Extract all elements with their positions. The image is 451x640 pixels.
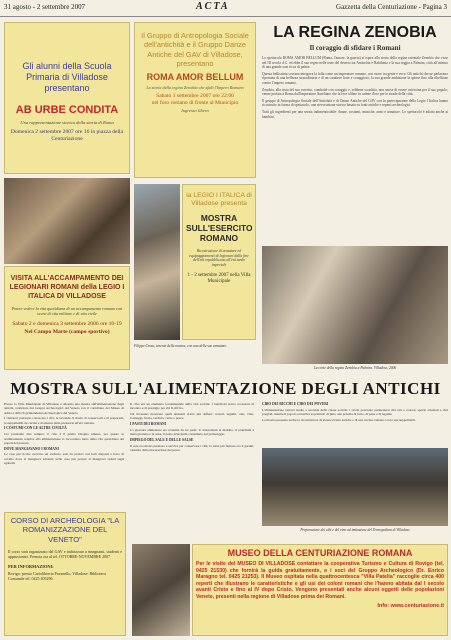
- alunni-subtitle: Una rappresentazione storica della storia di Roma: [20, 120, 114, 125]
- corso-headline: CORSO DI ARCHEOLOGIA "LA ROMANIZZAZIONE DEL VENETO": [10, 516, 120, 544]
- alunni-box: [4, 22, 130, 174]
- zenobia-paragraph: Questa bellissima sovrana intrigava la folla come un imperatore romano, con cuore tra gente e voce. Gli antichi che ne parlavano riportano di una bellezza straordinaria e di un carattere forte e coraggioso; la sua grande ambizione la spinse fino alla ribellione contro l'impero romano.: [262, 71, 448, 85]
- accampamento-headline: VISITA ALL'ACCAMPAMENTO DEI LEGIONARI ROMANI della LEGIO I ITALICA DI VILLADOSE: [9, 275, 125, 300]
- zenobia-headline: LA REGINA ZENOBIA: [273, 24, 437, 41]
- alunni-details: Domenica 2 settembre 2007 ore 16 in piazza della Centuriazione: [10, 129, 124, 142]
- zenobia-paragraph: Tutti gli ingredienti per una serata indimenticabile: danze, costumi, musiche, armi e armature. Lo spettacolo è adatto anche ai bambini.: [262, 109, 448, 119]
- corso-info-label: PER INFORMAZIONI:: [8, 564, 54, 570]
- museo-headline: MUSEO DELLA CENTURIAZIONE ROMANA: [227, 548, 413, 558]
- corso-box: [4, 512, 126, 636]
- header-date: 31 agosto - 2 settembre 2007: [4, 3, 86, 11]
- article-paragraph: Ciò possiamo dire sempre: il cibo è il primo bisogno umano, per questo le testimonianze relative alla alimentazione ci raccontano tanto della vita quotidiana dei popoli del passato.: [4, 432, 124, 445]
- header-publication: Gazzetta della Centuriazione - Pagina 3: [336, 3, 447, 11]
- gruppo-box: [134, 22, 256, 178]
- zenobia-subtitle: Il coraggio di sfidare i Romani: [309, 44, 401, 52]
- gruppo-title: Il Gruppo di Antropologia Sociale dell'antichità e il Gruppo Danze Antiche del GAV di Villadose, presentano: [141, 31, 249, 69]
- accampamento-desc: Potete vedere la vita quotidiana di un accampamento romano con scene di vita militare e di vita civile: [11, 306, 123, 316]
- gruppo-subtitle: La storia della regina Zenobia che sfidò l'Impero Romano: [146, 84, 244, 90]
- legio-desc: Ricostruzione di armature ed equipaggiamenti di legionari dalla fine dell'età repubblicana all'età tardo imperiale: [189, 248, 249, 268]
- accampamento-dates: Sabato 2 e domenica 3 settembre 2006 ore 10-19: [12, 321, 122, 327]
- preparation-photo: [262, 448, 448, 526]
- legio-dates: 1 - 2 settembre 2007 nella Villa Municipale: [187, 273, 251, 284]
- article-paragraph: La giornata alimentare era scandita da tre pasti: lo ientaculum al mattino, il prandium a metà giornata e la cena, il pasto principale consumato nel pomeriggio.: [130, 427, 254, 437]
- preparation-caption: Preparazione dei cibi e del vino ad imitazione del Termopolium di Villadose: [300, 528, 410, 532]
- museo-body: Per le visite del MUSEO DI VILLADOSE contattare la cooperativa Turismo e Cultura di Rovigo (tel. 0425 21530) che fornirà la guida gratuitamente, o i soci del Gruppo Archeologico (Dr. Enrico Maragno tel. 0425 21253). Il Museo ospitata nella quattrocentesca "Villa Patella" raccoglie circa 400 reperti che illustrano le caratteristiche e gli usi dei coloni romani che l'hanno abitata dal I secolo avanti Cristo e fino al IV dopo Cristo. Vengono presentati anche alcuni oggetti delle popolazioni Venete, presenti nella regione di Villadose prima dei Romani.: [196, 561, 444, 600]
- alunni-title: Gli alunni della Scuola Primaria di Villadose presentano: [22, 61, 112, 93]
- zenobia-paragraph: Zenobia, alla testa del suo esercito, combattè con coraggio e, sebbene sconfitta, non smise di essere un'eroina per il suo popolo; venne portata a Roma dall'imperatore Aureliano che la fece sfilare in catene d'oro per le strade della città.: [262, 87, 448, 97]
- zenobia-paragraph: Lo spettacolo ROMA AMOR BELLUM (Roma, l'amore, la guerra) si ispira alla storia della regina orientale Zenobia che visse nel III secolo d.C. ed ebbe il suo regno nelle terre del deserto tra Antiochia e Babilonia e la sua reggia a Palmira, città all'interno di una grande oasi ricca di palme.: [262, 56, 448, 70]
- zenobia-paragraph: Il gruppo di Antropologia Sociale dell'Antichità e di Danze Antiche del GAV con la partecipazione della Legio I Italica hanno ricostruito in forma di spettacolo, una rievocazione storica basata su fonti antiche e reperti archeologici.: [262, 98, 448, 108]
- legio-headline: MOSTRA SULL'ESERCITO ROMANO: [186, 212, 253, 243]
- legio-title: la LEGIO I ITALICA di Villadose presenta: [186, 192, 252, 208]
- gruppo-headline: ROMA AMOR BELLUM: [146, 71, 244, 82]
- gruppo-date: Sabato 1 settembre 2007 ore 22:00: [156, 92, 234, 99]
- legio-caption: Filippo Croso, tenente della mostra, con una delle sue armature.: [134, 344, 228, 348]
- article-paragraph: Il sale era molto prezioso e serviva per conservare i cibi; la salsa più famosa era il garum, ottenuto dalla macerazione del pesce.: [130, 443, 254, 453]
- article-subheading: I PASTI DEI ROMANI: [130, 422, 167, 427]
- zenobia-body: [262, 56, 448, 242]
- acta-logo: ACTA: [196, 1, 230, 12]
- museo-villa-photo: [132, 544, 190, 636]
- article-paragraph: L'alimentazione variava molto a seconda della classe sociale: i ricchi potevano permettersi cibi rari e costosi, spezie orientali e vini pregiati, mentre il popolo si nutriva soprattutto di puls, una polenta di farro, di pane e di legumi.: [262, 407, 448, 417]
- zenobia-court-photo: [262, 246, 448, 364]
- accampamento-box: [4, 266, 130, 370]
- article-paragraph: Il cibo era un elemento fondamentale della vita sociale: i banchetti erano occasioni di incontro e di prestigio per chi li offriva.: [130, 402, 254, 411]
- article-col-3: [262, 402, 448, 446]
- page-header: [0, 0, 451, 17]
- legio-box: [182, 184, 256, 340]
- accampamento-location: Nel Campo Marte (campo sportivo): [24, 329, 110, 335]
- corso-info: Rovigo: presso Cartolibreria Pavanello, Villadose: Biblioteca Comunale tel. 0425 405296: [8, 571, 106, 582]
- legionari-photo: [4, 178, 130, 264]
- main-title: MOSTRA SULL'ALIMENTAZIONE DEGLI ANTICHI: [10, 379, 441, 398]
- article-subheading: I COSTUMI CON LE ALTRE CIVILTÀ: [4, 426, 67, 431]
- article-paragraph: I visitatori potranno conoscere i cibi, le bevande, il modo di conservarli e di prepararli, le suppellettili da cucina e da mensa dalla preistoria all'età romana.: [4, 416, 124, 425]
- article-paragraph: Presso la Villa Municipale di Villadose è allestita una mostra sull'alimentazione degli antichi, realizzata dai Gruppi Archeologici del Veneto con il contributo del Museo di Adria e della Soprintendenza Archeologica del Veneto.: [4, 402, 124, 415]
- gruppo-entry: Ingresso libero: [181, 107, 209, 113]
- legio-armour-photo: [134, 184, 180, 340]
- alunni-headline: AB URBE CONDITA: [15, 104, 119, 116]
- corso-body: Il corso sarà organizzato dal GAV e indirizzato a insegnanti, studenti e appassionati. Prenota ora al tel. OTTOBRE-NOVEMBRE 2007: [8, 549, 122, 560]
- gruppo-location: nel foro romano di fronte al Municipio: [151, 99, 239, 106]
- article-subheading: IMPIEGO DEL SALE E DELLE SALSE: [130, 438, 194, 443]
- zenobia-caption: La corte della regina Zenobia a Palmira. Villadose, 2006: [313, 366, 397, 370]
- article-col-1: [4, 402, 124, 506]
- article-paragraph: Gli inventari mostrano quali alimenti erano più diffusi: cereali, legumi, olio, vino, formaggi, frutta, verdura, carne e pesce.: [130, 412, 254, 421]
- article-paragraph: La mostra presenta anche la ricostruzione di alcune ricette antiche e di una cucina romana con le sue suppellettili.: [262, 417, 416, 422]
- museo-web[interactable]: Info: www.centuriazione.it: [377, 602, 444, 609]
- article-paragraph: Le case più ricche avevano un triclinio, sala da pranzo con letti disposti a ferro di cavallo dove si mangiava sdraiati; nelle case più povere si mangiava seduti sugli sgabelli.: [4, 452, 124, 466]
- museo-box: [192, 544, 448, 636]
- article-subheading: CIBO DEI RICCHI E CIBO DEI POVERI: [262, 402, 329, 406]
- article-subheading: DOVE MANGIAVANO I ROMANI: [4, 446, 59, 451]
